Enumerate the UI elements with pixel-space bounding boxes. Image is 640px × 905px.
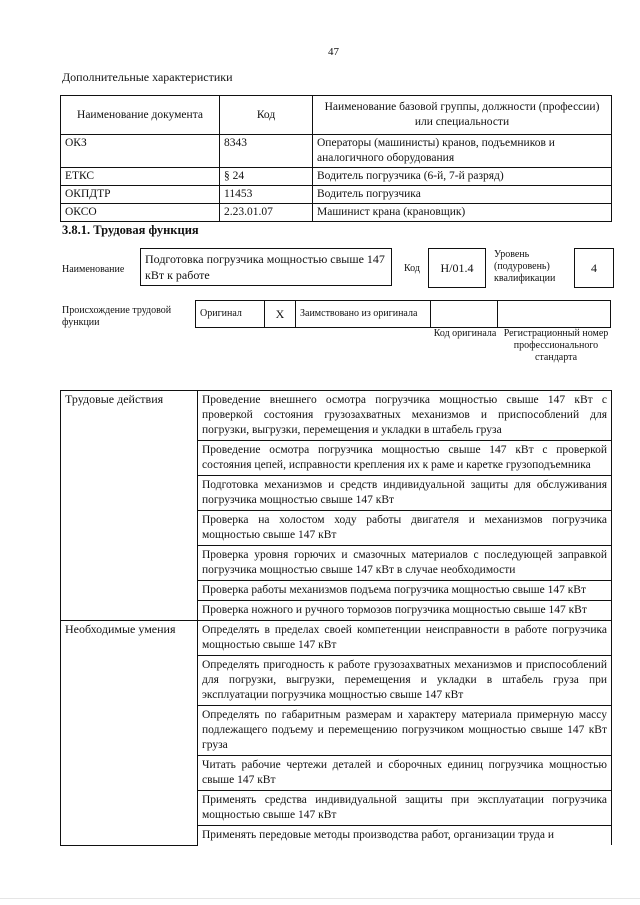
- required-skills-label: Необходимые умения: [61, 621, 198, 846]
- origin-label: Происхождение трудовой функции: [62, 305, 172, 328]
- doc-cell: ОКПДТР: [61, 186, 220, 204]
- original-code-caption: Код оригинала: [433, 328, 497, 339]
- page-bottom-edge: [0, 898, 640, 899]
- code-cell: 11453: [220, 186, 313, 204]
- labor-action-item: Проведение внешнего осмотра погрузчика мощностью свыше 147 кВт с проверкой состояния грузозахватных механизмов и приспособлений для погрузки, выгрузки, перемещения и укладки в штабель груза: [198, 391, 612, 441]
- labor-action-item: Проверка уровня горючих и смазочных материалов с последующей заправкой погрузчика мощностью свыше 147 кВт в случае необходимости: [198, 546, 612, 581]
- table-header-row: [61, 96, 612, 135]
- group-cell: Операторы (машинисты) кранов, подъемников и аналогичного оборудования: [313, 135, 612, 168]
- function-code-box: H/01.4: [428, 248, 486, 288]
- doc-cell: ОКСО: [61, 204, 220, 222]
- table-row: [61, 204, 612, 222]
- skill-item: Применять средства индивидуальной защиты при эксплуатации погрузчика мощностью свыше 147 кВт: [198, 791, 612, 826]
- additional-characteristics-table: [60, 95, 612, 222]
- registration-number-caption: Регистрационный номер профессионального стандарта: [503, 328, 609, 363]
- skill-item: Определять пригодность к работе грузозахватных механизмов и приспособлений для погрузки, выгрузки, перемещения и укладки в штабель груза при эксплуатации погрузчика мощностью свыше 147 кВт: [198, 656, 612, 706]
- code-cell: 2.23.01.07: [220, 204, 313, 222]
- level-label: Уровень (подуровень) квалификации: [494, 249, 556, 284]
- table-row: [61, 135, 612, 168]
- skill-item: Читать рабочие чертежи деталей и сборочных единиц погрузчика мощностью свыше 147 кВт: [198, 756, 612, 791]
- skill-item: Определять по габаритным размерам и характеру материала примерную массу подлежащего подъему и перемещению погрузчиком мощностью свыше 147 кВт груза: [198, 706, 612, 756]
- code-cell: § 24: [220, 168, 313, 186]
- group-cell: Машинист крана (крановщик): [313, 204, 612, 222]
- function-name-box: Подготовка погрузчика мощностью свыше 147 кВт к работе: [140, 248, 392, 286]
- header-base-group: Наименование базовой группы, должности (профессии) или специальности: [313, 96, 612, 135]
- labor-action-item: Проверка ножного и ручного тормозов погрузчика мощностью свыше 147 кВт: [198, 601, 612, 621]
- header-code: Код: [220, 96, 313, 135]
- page-number: 47: [328, 46, 339, 58]
- table-row: [61, 168, 612, 186]
- table-row: [61, 391, 612, 441]
- origin-row: [196, 301, 611, 328]
- table-row: [61, 186, 612, 204]
- original-mark-cell: X: [265, 301, 296, 328]
- header-document-name: Наименование документа: [61, 96, 220, 135]
- labor-action-item: Проверка работы механизмов подъема погрузчика мощностью свыше 147 кВт: [198, 581, 612, 601]
- function-details-table: [60, 390, 612, 846]
- doc-cell: ОКЗ: [61, 135, 220, 168]
- original-code-cell: [431, 301, 498, 328]
- qualification-level-box: 4: [574, 248, 614, 288]
- labor-action-item: Подготовка механизмов и средств индивидуальной защиты для обслуживания погрузчика мощностью свыше 147 кВт: [198, 476, 612, 511]
- skill-item: Применять передовые методы производства работ, организации труда и: [198, 826, 612, 846]
- group-cell: Водитель погрузчика: [313, 186, 612, 204]
- section-title: 3.8.1. Трудовая функция: [62, 223, 199, 237]
- additional-characteristics-title: Дополнительные характеристики: [62, 70, 233, 84]
- labor-action-item: Проверка на холостом ходу работы двигателя и механизмов погрузчика мощностью свыше 147 кВт: [198, 511, 612, 546]
- original-label-cell: Оригинал: [196, 301, 265, 328]
- table-row: [61, 621, 612, 656]
- labor-action-item: Проведение осмотра погрузчика мощностью свыше 147 кВт с проверкой состояния цепей, исправности крепления их к раме и каретке грузоподъемника: [198, 441, 612, 476]
- borrowed-label-cell: Заимствовано из оригинала: [296, 301, 431, 328]
- origin-table: [195, 300, 611, 328]
- labor-actions-label: Трудовые действия: [61, 391, 198, 621]
- skill-item: Определять в пределах своей компетенции неисправности в работе погрузчика мощностью свыше 147 кВт: [198, 621, 612, 656]
- name-label: Наименование: [62, 264, 125, 275]
- group-cell: Водитель погрузчика (6-й, 7-й разряд): [313, 168, 612, 186]
- code-label: Код: [404, 263, 420, 274]
- code-cell: 8343: [220, 135, 313, 168]
- doc-cell: ЕТКС: [61, 168, 220, 186]
- registration-number-cell: [498, 301, 611, 328]
